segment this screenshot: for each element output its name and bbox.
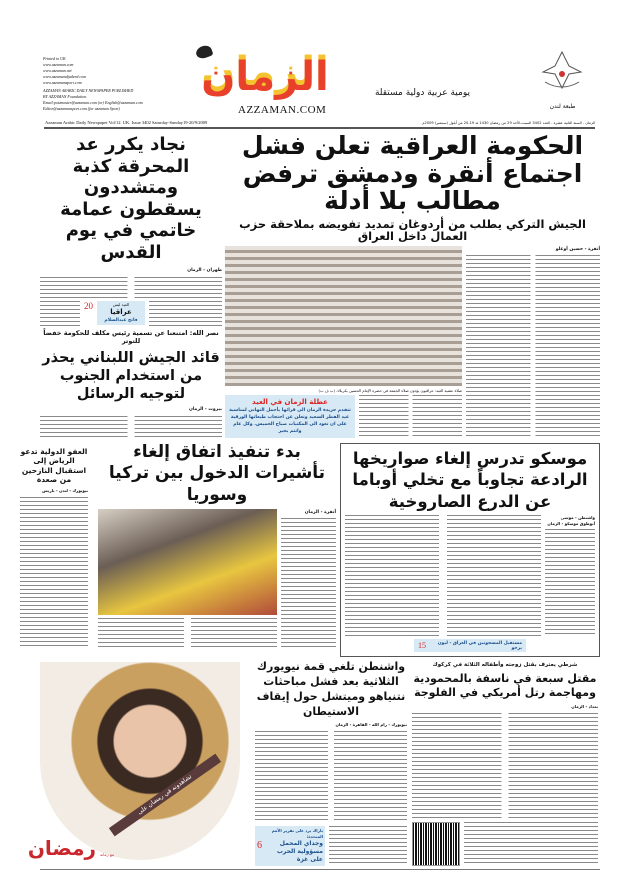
holiday-notice-body: تتقدم جريدة الزمان الى قرائها بأجمل التهاني لمناسبة عيد الفطر السعيد وتعلن عن احتجاب طبعاتها الورقية على ان تعود الى المكتبات صباح الخميس. وكل عام وانتم بخير [229,408,351,434]
kirkuk-story [412,662,598,866]
logo-text: الزمان [201,54,329,100]
moscow-body-text [345,515,541,636]
promo-logo: رمضان [27,836,96,860]
barak-headline: وجداي المحمل مسؤولية الحرب على غزة [276,840,323,863]
moscow-headline[interactable]: موسكو تدرس إلغاء صواريخها الرادعة تجاوباً مع تخلي أوباما عن الدرع الصاروخية [352,449,588,511]
page-number: 20 [84,301,93,312]
main-caption: صلاة عشية العيد: عراقيون يؤدون صلاة الجمعة في حضرة الإمام الحسين بكربلاء. (ب ف ب) [318,388,462,393]
promo-banner: تشاهدونه في رمضان على [109,754,221,837]
holiday-notice-box [225,395,355,438]
footer-rule [40,869,600,870]
newyork-headline[interactable]: واشنطن تلغي قمة نيويورك الثلاثية بعد فشل مباحثات نتنياهو وميتشل حول إيقاف الاستيطان [256,660,406,718]
column-author: فاتح عبدالسلام [104,318,138,324]
najad-headline[interactable]: نجاد يكرر عد المحرقة كذبة ومتشددون يسقطون عمامة خاتمي في يوم القدس [60,134,202,263]
main-photo [225,246,462,386]
amnesty-headline[interactable]: العفو الدولية تدعو الرياض إلى استقبال النازحين من صعدة [20,447,88,485]
visas-byline: أنقرة - الزمان [304,509,336,515]
main-body-text [466,255,600,438]
info-line: AZZAMAN ARABIC DAILY NEWSPAPER PUBLISHED [43,88,134,93]
column-title: عراقيا [110,308,132,317]
najad-body-text [40,277,222,299]
dateline-arabic: الزمان - السنة الثانية عشرة - العدد 3402 السبت-الأحد 29 من رمضان 1430 هـ 19-20 من أيلول (سبتمبر) 2009م [422,121,595,125]
visas-body-text [281,518,336,648]
promo-tagline: مع زمانه [100,852,115,857]
amnesty-body-text [20,497,88,648]
newyork-body-text [255,731,407,823]
lebanon-headline[interactable]: قائد الجيش اللبناني يحذر من استخدام الجنوب لتوجيه الرسائل [42,349,220,403]
barak-teaser-box[interactable] [255,826,325,866]
dateline-english: Azzaman Arabic Daily Newspaper Vol/12. UK. Issue 3402 Saturday-Sunday19-20/9/2009 [45,120,208,125]
tagline: يومية عربية دولية مستقلة [374,88,470,98]
kirkuk-byline: بغداد - الزمان [571,704,598,710]
newyork-story [255,660,407,866]
lebanon-kicker: نصر الله: امتنعنا عن تسمية رئيس مكلف للحكومة خفضاً للتوتر [43,329,219,346]
website-link[interactable]: www.azzamandjadeed.com [43,74,87,79]
edition-label: طبعة لندن [549,103,576,110]
najad-body-text [149,301,222,327]
masthead-info [43,56,153,112]
moscow-story-box [340,443,600,657]
moscow-body-text [545,529,595,636]
column-label: العيد ليس [112,302,130,308]
site-name[interactable]: AZZAMAN.COM [238,104,327,116]
masthead-rule [44,127,595,129]
newyork-body-text [329,826,407,866]
lebanon-byline: بيروت - الزمان [189,407,222,413]
visas-headline[interactable]: بدء تنفيذ اتفاق إلغاء تأشيرات الدخول بين تركيا وسوريا [108,442,326,505]
teaser-text: مستقبل المسجونين في العراق - ليون برخو [437,640,522,651]
holiday-notice-title: عطلة الزمان في العيد [252,398,328,406]
kirkuk-body-text [412,713,598,819]
emblem-icon [535,48,590,100]
moscow-byline: واشنطن - موسى أبوطوق موسكو - الزمان [547,515,595,527]
kirkuk-headline[interactable]: مقتل سبعة في ناسفة بالمحمودية ومهاجمة رتل أمريكي في الفلوجة [413,671,597,700]
amnesty-byline: نيويورك - لندن - باريس [42,487,88,493]
main-body-text [359,395,462,438]
website-link[interactable]: www.azzamansport.com [43,80,82,85]
protest-photo [98,509,277,615]
website-link[interactable]: www.azzaman.com [43,62,74,67]
kirkuk-body-text [464,822,598,866]
column-box[interactable] [97,301,145,325]
info-line: Printed in UK [43,56,66,61]
amnesty-story [20,447,88,647]
main-subhead: الجيش التركي يطلب من أردوغان تمديد تفويضه بملاحقة حزب العمال داخل العراق [239,216,586,244]
inside-page-teaser[interactable] [414,639,526,652]
main-headline[interactable]: الحكومة العراقية تعلن فشل اجتماع أنقرة ودمشق ترفض مطالب بلا أدلة [241,131,584,215]
lebanon-body-text [40,416,222,438]
email-line: Email:postmaster@azzaman.com (or) English@azzaman.com [43,100,143,105]
left-column [40,134,222,438]
email-line: Editor@azzamansport.com (for azzaman Sport) [43,106,120,111]
newyork-byline: نيويورك - رام الله - القاهرة - الزمان [335,722,407,728]
najad-body-text [40,301,80,327]
najad-byline: طهران - الزمان [187,267,222,273]
visas-story [98,442,336,648]
barcode-icon [412,822,460,866]
barak-kicker: باراك يرد على تقرير الأمم المتحدة: [271,828,323,839]
info-line: BY AZZAMAN Foundation. [43,94,88,99]
kirkuk-kicker: شرطي يعترف بقتل زوجته وأطفاله الثلاثة في كركوك [432,662,578,668]
barak-page-number: 6 [257,840,262,851]
main-byline: أنقرة - حسين أوغلو [555,246,600,252]
teaser-page-number: 15 [418,641,426,650]
website-link[interactable]: www.azzaman.net [43,68,72,73]
visas-body-text [98,618,277,648]
main-story [225,132,600,438]
logo [190,46,340,100]
